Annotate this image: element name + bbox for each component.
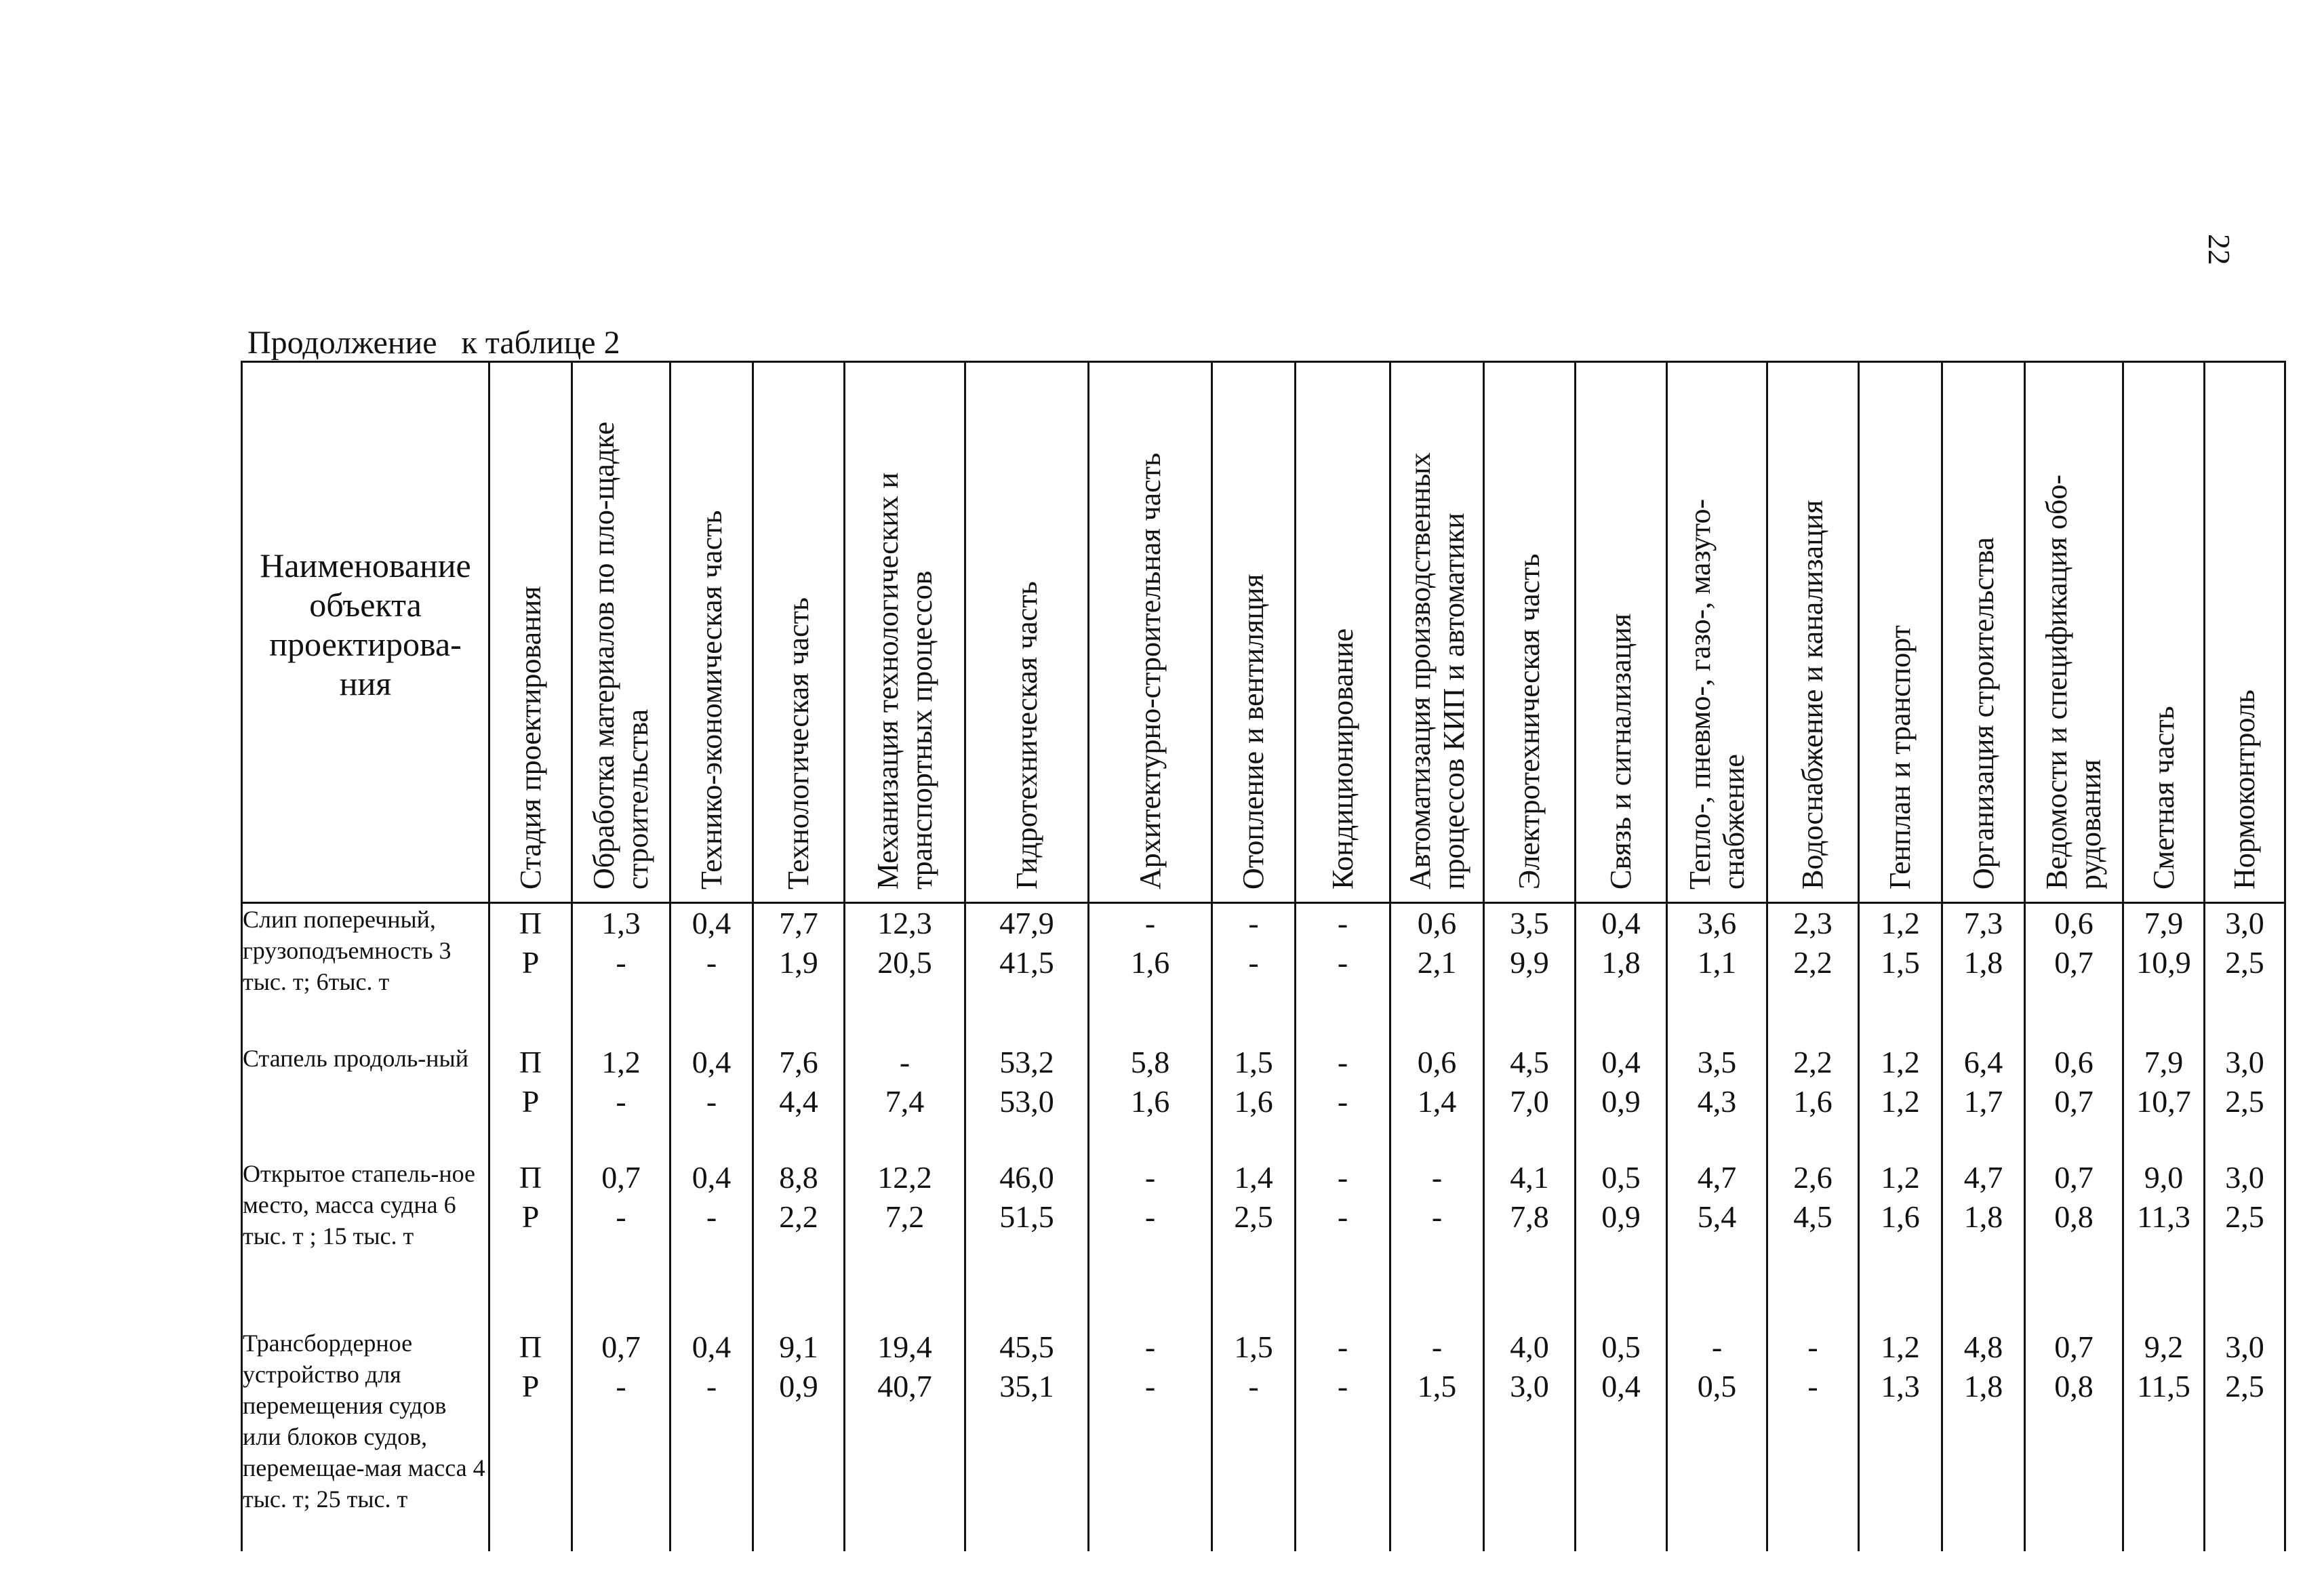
- value-p: 46,0: [999, 1160, 1054, 1195]
- value-p: 1,2: [1881, 1045, 1920, 1079]
- value-p: 8,8: [779, 1160, 818, 1195]
- column-header: [965, 362, 1089, 903]
- table-row: [242, 903, 2285, 1043]
- value-r: 5,4: [1697, 1199, 1737, 1234]
- value-r: 1,3: [1881, 1369, 1920, 1403]
- value-p: 0,6: [1417, 906, 1457, 940]
- column-header-label: Отопление и вентиляция: [1237, 574, 1270, 890]
- value-r: 41,5: [999, 945, 1054, 980]
- value-p: 4,7: [1697, 1160, 1737, 1195]
- value-r: 7,0: [1510, 1084, 1549, 1119]
- value-p: П: [519, 1160, 542, 1195]
- value-cell: [2205, 903, 2285, 1043]
- value-p: -: [1337, 1160, 1348, 1195]
- value-r: 0,9: [779, 1369, 818, 1403]
- value-r: 10,7: [2136, 1084, 2191, 1119]
- value-p: 7,7: [779, 906, 818, 940]
- column-header-label: Технологическая часть: [782, 597, 815, 890]
- value-cell: [753, 1043, 845, 1158]
- value-r: 11,5: [2137, 1369, 2190, 1403]
- value-p: 53,2: [999, 1045, 1054, 1079]
- value-r: 0,9: [1601, 1199, 1641, 1234]
- value-cell: [965, 1328, 1089, 1551]
- value-cell: [572, 1043, 670, 1158]
- column-header-label: Водоснабжение и канализация: [1796, 500, 1829, 890]
- value-cell: [670, 1043, 753, 1158]
- value-p: 1,2: [1881, 1160, 1920, 1195]
- value-r: Р: [521, 1199, 540, 1234]
- value-cell: [2025, 1158, 2123, 1328]
- value-p: -: [1431, 1160, 1443, 1195]
- value-cell: [965, 903, 1089, 1043]
- value-r: 2,5: [1234, 1199, 1273, 1234]
- value-cell: [1576, 1043, 1667, 1158]
- value-cell: [965, 1158, 1089, 1328]
- value-p: 0,5: [1601, 1330, 1641, 1364]
- value-cell: [1667, 1328, 1767, 1551]
- value-r: 1,8: [1963, 1369, 2003, 1403]
- value-p: 1,5: [1234, 1045, 1273, 1079]
- value-cell: [845, 1043, 965, 1158]
- value-cell: [845, 1158, 965, 1328]
- value-p: 2,6: [1793, 1160, 1833, 1195]
- value-cell: [2123, 1328, 2205, 1551]
- value-cell: [1390, 903, 1484, 1043]
- value-p: 7,9: [2144, 1045, 2184, 1079]
- value-r: -: [1144, 1199, 1156, 1234]
- value-cell: [1859, 1158, 1942, 1328]
- value-cell: [1296, 1158, 1390, 1328]
- value-cell: [1767, 903, 1859, 1043]
- header-name-cell: [242, 362, 489, 903]
- value-p: 9,2: [2144, 1330, 2184, 1364]
- value-p: 3,6: [1697, 906, 1737, 940]
- column-header: [1089, 362, 1212, 903]
- column-header-label: Генплан и транспорт: [1883, 625, 1917, 890]
- value-p: 0,4: [692, 1330, 732, 1364]
- value-p: 0,7: [2054, 1330, 2094, 1364]
- column-header: [1667, 362, 1767, 903]
- value-cell: [1089, 1158, 1212, 1328]
- value-r: -: [1248, 945, 1259, 980]
- header-name: Наименование объекта проектирова-ния: [260, 546, 471, 702]
- column-header-label: Организация строительства: [1966, 537, 2000, 890]
- value-p: 3,0: [2225, 1160, 2264, 1195]
- value-p: 0,6: [2054, 1045, 2094, 1079]
- value-r: 0,4: [1601, 1369, 1641, 1403]
- value-r: 7,8: [1510, 1199, 1549, 1234]
- value-r: 0,9: [1601, 1084, 1641, 1119]
- value-r: 1,5: [1417, 1369, 1457, 1403]
- column-header: [1296, 362, 1390, 903]
- value-cell: [753, 903, 845, 1043]
- value-r: 1,2: [1881, 1084, 1920, 1119]
- value-p: -: [1144, 1160, 1156, 1195]
- value-p: 1,2: [601, 1045, 641, 1079]
- value-r: 1,9: [779, 945, 818, 980]
- value-p: 3,5: [1697, 1045, 1737, 1079]
- value-p: 7,3: [1963, 906, 2003, 940]
- column-header-label: Технико-экономическая часть: [694, 510, 728, 890]
- column-header: [1390, 362, 1484, 903]
- value-p: 0,5: [1601, 1160, 1641, 1195]
- value-cell: [753, 1158, 845, 1328]
- column-header-label: Нормоконтроль: [2228, 690, 2261, 890]
- value-cell: [1484, 1043, 1576, 1158]
- column-header-label: Тепло-, пневмо-, газо-, мазуто-снабжение: [1683, 498, 1750, 890]
- column-header: [2025, 362, 2123, 903]
- page-number: 22: [2202, 234, 2237, 265]
- value-r: 53,0: [999, 1084, 1054, 1119]
- column-header-label: Кондиционирование: [1325, 628, 1359, 890]
- value-r: 0,7: [2054, 1084, 2094, 1119]
- value-r: -: [1807, 1369, 1818, 1403]
- value-r: -: [1337, 1084, 1348, 1119]
- column-header-label: Сметная часть: [2146, 706, 2180, 890]
- value-r: -: [706, 945, 717, 980]
- value-p: -: [1337, 906, 1348, 940]
- value-cell: [1390, 1158, 1484, 1328]
- value-p: 0,6: [2054, 906, 2094, 940]
- value-cell: [572, 1328, 670, 1551]
- value-r: 0,5: [1697, 1369, 1737, 1403]
- value-p: 0,4: [692, 906, 732, 940]
- value-cell: [2205, 1043, 2285, 1158]
- value-cell: [2205, 1328, 2285, 1551]
- column-header-label: Связь и сигнализация: [1604, 613, 1637, 890]
- value-cell: [1296, 1328, 1390, 1551]
- value-cell: [1484, 1158, 1576, 1328]
- value-r: Р: [521, 1084, 540, 1119]
- value-p: 1,4: [1234, 1160, 1273, 1195]
- value-cell: [1767, 1043, 1859, 1158]
- value-cell: [2025, 1328, 2123, 1551]
- value-cell: [572, 1158, 670, 1328]
- value-r: 2,5: [2225, 1199, 2264, 1234]
- value-p: П: [519, 906, 542, 940]
- value-r: -: [706, 1199, 717, 1234]
- value-cell: [1942, 1158, 2025, 1328]
- value-cell: [1390, 1043, 1484, 1158]
- column-header: [572, 362, 670, 903]
- data-table: [241, 361, 2286, 1551]
- value-r: -: [616, 945, 626, 980]
- value-r: -: [1337, 945, 1348, 980]
- value-r: -: [706, 1369, 717, 1403]
- value-cell: [1212, 1158, 1296, 1328]
- value-cell: [1859, 1328, 1942, 1551]
- value-r: 9,9: [1510, 945, 1549, 980]
- value-cell: [2123, 1158, 2205, 1328]
- column-header: [489, 362, 572, 903]
- value-p: -: [1248, 906, 1259, 940]
- value-p: 0,7: [601, 1160, 641, 1195]
- value-r: 1,8: [1963, 945, 2003, 980]
- value-cell: [572, 903, 670, 1043]
- value-r: 1,7: [1963, 1084, 2003, 1119]
- value-r: 2,1: [1417, 945, 1457, 980]
- value-r: 3,0: [1510, 1369, 1549, 1403]
- column-header-label: Ведомости и спецификация обо-рудования: [2040, 474, 2107, 890]
- value-cell: [1942, 1043, 2025, 1158]
- value-p: -: [1144, 906, 1156, 940]
- object-name: Стапель продоль-ный: [242, 1043, 489, 1158]
- value-r: 1,5: [1881, 945, 1920, 980]
- value-r: 2,5: [2225, 945, 2264, 980]
- value-cell: [1089, 1043, 1212, 1158]
- value-r: 1,4: [1417, 1084, 1457, 1119]
- value-p: 6,4: [1963, 1045, 2003, 1079]
- value-r: 7,4: [885, 1084, 925, 1119]
- object-name: Трансбордерное устройство для перемещения судов или блоков судов, перемещае-мая масса 4 тыс. т; 25 тыс. т: [242, 1328, 489, 1551]
- value-cell: [489, 1158, 572, 1328]
- value-p: 4,7: [1963, 1160, 2003, 1195]
- value-r: 1,8: [1601, 945, 1641, 980]
- value-cell: [1942, 903, 2025, 1043]
- value-cell: [1859, 903, 1942, 1043]
- column-header-label: Архитектурно-строительная часть: [1133, 452, 1167, 890]
- value-p: П: [519, 1330, 542, 1364]
- table-row: [242, 1328, 2285, 1551]
- value-p: П: [519, 1045, 542, 1079]
- table-row: [242, 1158, 2285, 1328]
- value-r: 1,6: [1234, 1084, 1273, 1119]
- column-header: [1767, 362, 1859, 903]
- value-p: 3,0: [2225, 1045, 2264, 1079]
- value-cell: [1484, 903, 1576, 1043]
- value-r: 20,5: [877, 945, 932, 980]
- column-header-label: Гидротехническая часть: [1009, 581, 1043, 890]
- value-cell: [2025, 903, 2123, 1043]
- object-name: Слип поперечный, грузоподъемность 3 тыс. т; 6тыс. т: [242, 903, 489, 1043]
- value-r: Р: [521, 1369, 540, 1403]
- value-r: -: [616, 1369, 626, 1403]
- value-p: 2,2: [1793, 1045, 1833, 1079]
- value-p: 0,4: [692, 1045, 732, 1079]
- column-header-label: Обработка материалов по пло-щадке строительства: [587, 421, 654, 890]
- value-r: 2,2: [779, 1199, 818, 1234]
- value-r: 0,8: [2054, 1199, 2094, 1234]
- value-p: 3,5: [1510, 906, 1549, 940]
- value-r: -: [1144, 1369, 1156, 1403]
- value-cell: [2123, 903, 2205, 1043]
- value-cell: [845, 903, 965, 1043]
- value-p: 3,0: [2225, 906, 2264, 940]
- value-p: 7,9: [2144, 906, 2184, 940]
- value-p: 19,4: [877, 1330, 932, 1364]
- column-header: [1859, 362, 1942, 903]
- value-p: 0,6: [1417, 1045, 1457, 1079]
- caption-suffix: к таблице 2: [461, 325, 620, 361]
- value-r: 10,9: [2136, 945, 2191, 980]
- value-r: -: [1337, 1199, 1348, 1234]
- value-cell: [2025, 1043, 2123, 1158]
- column-header: [670, 362, 753, 903]
- value-p: 1,2: [1881, 1330, 1920, 1364]
- value-r: 1,6: [1881, 1199, 1920, 1234]
- header-row: [242, 362, 2285, 903]
- value-p: 45,5: [999, 1330, 1054, 1364]
- value-p: -: [1431, 1330, 1443, 1364]
- value-r: 2,2: [1793, 945, 1833, 980]
- value-cell: [1767, 1158, 1859, 1328]
- object-name: Открытое стапель-ное место, масса судна 6 тыс. т ; 15 тыс. т: [242, 1158, 489, 1328]
- value-p: 0,4: [692, 1160, 732, 1195]
- value-cell: [1212, 903, 1296, 1043]
- value-p: 0,7: [2054, 1160, 2094, 1195]
- value-cell: [670, 1158, 753, 1328]
- value-cell: [1576, 1158, 1667, 1328]
- value-p: 12,2: [877, 1160, 932, 1195]
- value-p: -: [899, 1045, 910, 1079]
- value-p: 3,0: [2225, 1330, 2264, 1364]
- column-header: [753, 362, 845, 903]
- value-r: -: [706, 1084, 717, 1119]
- value-r: 40,7: [877, 1369, 932, 1403]
- value-p: 12,3: [877, 906, 932, 940]
- value-p: 5,8: [1130, 1045, 1170, 1079]
- value-cell: [1212, 1328, 1296, 1551]
- value-r: -: [1431, 1199, 1443, 1234]
- value-p: 4,8: [1963, 1330, 2003, 1364]
- column-header: [2123, 362, 2205, 903]
- value-p: 0,7: [601, 1330, 641, 1364]
- value-r: -: [616, 1199, 626, 1234]
- value-cell: [1089, 903, 1212, 1043]
- column-header-label: Стадия проектирования: [513, 586, 547, 890]
- value-r: 0,8: [2054, 1369, 2094, 1403]
- value-cell: [753, 1328, 845, 1551]
- value-r: 51,5: [999, 1199, 1054, 1234]
- column-header-label: Механизация технологических и транспортных процессов: [870, 472, 938, 890]
- value-r: 7,2: [885, 1199, 925, 1234]
- table-row: [242, 1043, 2285, 1158]
- value-cell: [1212, 1043, 1296, 1158]
- value-cell: [2123, 1043, 2205, 1158]
- value-r: 35,1: [999, 1369, 1054, 1403]
- value-cell: [670, 1328, 753, 1551]
- value-p: 9,1: [779, 1330, 818, 1364]
- column-header: [1576, 362, 1667, 903]
- value-cell: [489, 903, 572, 1043]
- value-p: 2,3: [1793, 906, 1833, 940]
- value-cell: [489, 1328, 572, 1551]
- value-p: -: [1337, 1330, 1348, 1364]
- column-header-label: Автоматизация производственных процессов КИП и автоматики: [1403, 452, 1470, 890]
- column-header: [845, 362, 965, 903]
- value-cell: [845, 1328, 965, 1551]
- value-p: 1,3: [601, 906, 641, 940]
- value-r: 0,7: [2054, 945, 2094, 980]
- value-cell: [1942, 1328, 2025, 1551]
- value-cell: [1296, 903, 1390, 1043]
- value-p: 1,5: [1234, 1330, 1273, 1364]
- value-r: 1,6: [1130, 945, 1170, 980]
- value-cell: [1667, 1158, 1767, 1328]
- value-p: -: [1337, 1045, 1348, 1079]
- value-r: -: [616, 1084, 626, 1119]
- value-r: 4,5: [1793, 1199, 1833, 1234]
- column-header: [1484, 362, 1576, 903]
- value-r: 2,5: [2225, 1369, 2264, 1403]
- value-cell: [2205, 1158, 2285, 1328]
- table-caption: [247, 324, 620, 361]
- value-p: 4,1: [1510, 1160, 1549, 1195]
- value-cell: [489, 1043, 572, 1158]
- value-r: 1,6: [1793, 1084, 1833, 1119]
- value-cell: [670, 903, 753, 1043]
- value-cell: [1089, 1328, 1212, 1551]
- value-cell: [965, 1043, 1089, 1158]
- value-p: 7,6: [779, 1045, 818, 1079]
- value-p: 9,0: [2144, 1160, 2184, 1195]
- value-cell: [1667, 903, 1767, 1043]
- value-p: 0,4: [1601, 1045, 1641, 1079]
- value-r: -: [1337, 1369, 1348, 1403]
- caption-prefix: Продолжение: [247, 325, 437, 361]
- value-r: 4,4: [779, 1084, 818, 1119]
- value-r: 1,8: [1963, 1199, 2003, 1234]
- value-p: 0,4: [1601, 906, 1641, 940]
- value-p: -: [1711, 1330, 1723, 1364]
- value-cell: [1484, 1328, 1576, 1551]
- value-cell: [1296, 1043, 1390, 1158]
- value-cell: [1576, 903, 1667, 1043]
- value-cell: [1576, 1328, 1667, 1551]
- value-r: 4,3: [1697, 1084, 1737, 1119]
- value-cell: [1667, 1043, 1767, 1158]
- value-r: Р: [521, 945, 540, 980]
- value-p: 47,9: [999, 906, 1054, 940]
- value-r: -: [1248, 1369, 1259, 1403]
- value-r: 2,5: [2225, 1084, 2264, 1119]
- value-cell: [1390, 1328, 1484, 1551]
- value-p: 4,5: [1510, 1045, 1549, 1079]
- value-p: -: [1807, 1330, 1818, 1364]
- value-cell: [1859, 1043, 1942, 1158]
- value-p: -: [1144, 1330, 1156, 1364]
- value-p: 1,2: [1881, 906, 1920, 940]
- value-r: 11,3: [2137, 1199, 2190, 1234]
- value-r: 1,6: [1130, 1084, 1170, 1119]
- column-header-label: Электротехническая часть: [1513, 553, 1546, 890]
- value-r: 1,1: [1697, 945, 1737, 980]
- column-header: [2205, 362, 2285, 903]
- column-header: [1942, 362, 2025, 903]
- value-p: 4,0: [1510, 1330, 1549, 1364]
- column-header: [1212, 362, 1296, 903]
- value-cell: [1767, 1328, 1859, 1551]
